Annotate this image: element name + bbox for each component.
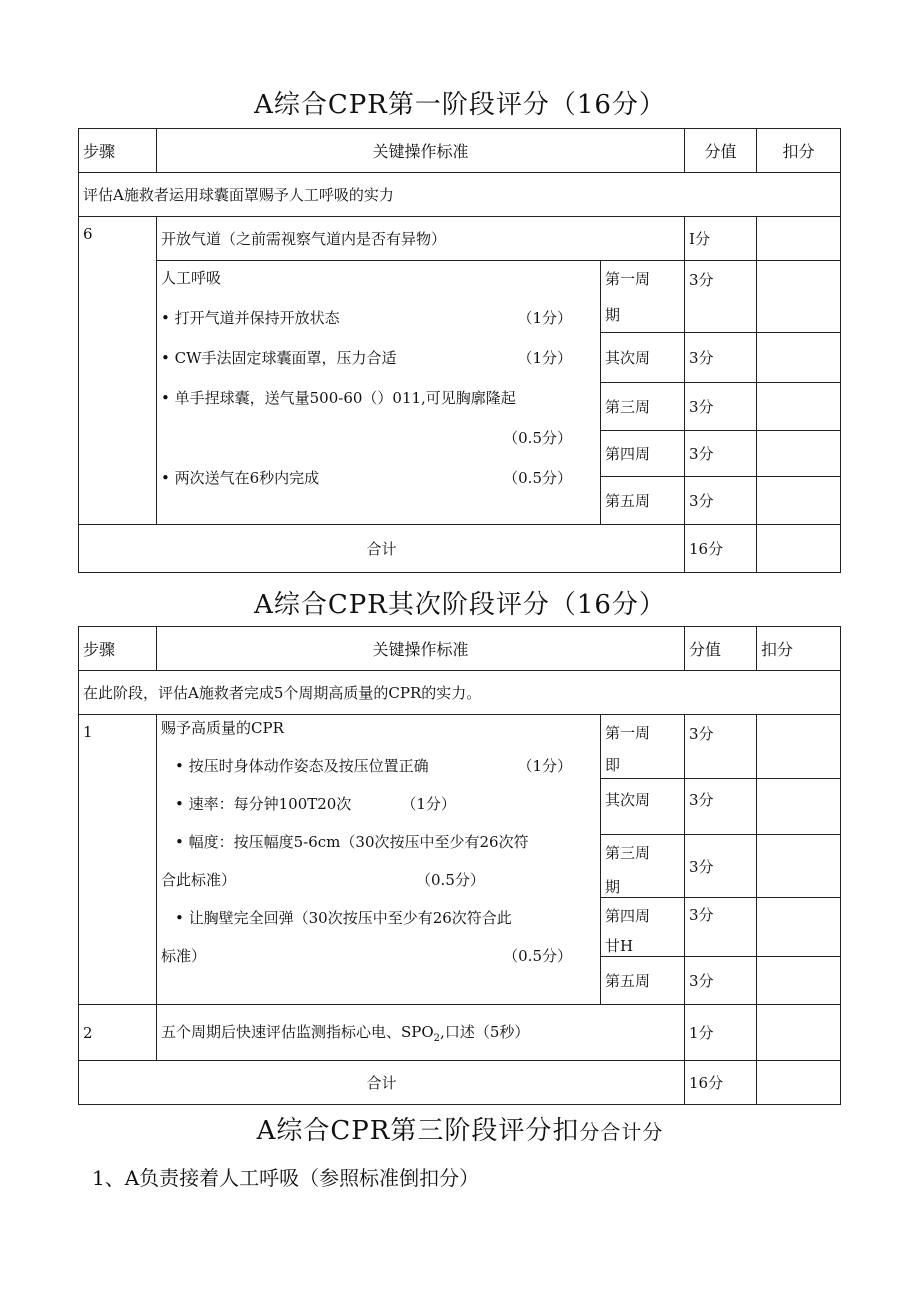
stage1-intro-row bbox=[79, 173, 841, 217]
airway-deduct[interactable] bbox=[757, 217, 841, 261]
stage3-line1: 1、A负责接着人工呼吸（参照标准倒扣分） bbox=[92, 1166, 480, 1190]
cpr-item: • 按压时身体动作姿态及按压位置正确 （1分） bbox=[175, 757, 572, 775]
cycle-deduct[interactable] bbox=[757, 431, 841, 477]
cycle-score: 3分 bbox=[685, 957, 757, 1005]
stage2-step1-no: 1 bbox=[79, 715, 157, 1005]
cycle-score: 3分 bbox=[685, 835, 757, 898]
cycle-score: 3分 bbox=[685, 261, 757, 333]
total-label: 合计 bbox=[79, 525, 685, 573]
stage2-table bbox=[78, 626, 841, 1105]
step2-criteria: 五个周期后快速评估监测指标心电、$SPO_2$,口述（5秒） bbox=[157, 1005, 685, 1061]
breathing-title: 人工呼吸 bbox=[161, 269, 222, 287]
total-deduct[interactable] bbox=[757, 1061, 841, 1105]
header-criteria: 关键操作标准 bbox=[157, 129, 685, 173]
cycle-label: 第三周 期 bbox=[601, 835, 685, 898]
cycle-score: 3分 bbox=[685, 431, 757, 477]
cycle-deduct[interactable] bbox=[757, 779, 841, 835]
total-label: 合计 bbox=[79, 1061, 685, 1105]
cycle-label: 其次周 bbox=[601, 333, 685, 383]
stage2-cycle-row bbox=[79, 715, 841, 779]
total-deduct[interactable] bbox=[757, 525, 841, 573]
total-score: 16分 bbox=[685, 525, 757, 573]
stage1-table bbox=[78, 128, 841, 573]
breathing-item-points: （0.5分） bbox=[503, 429, 572, 447]
cycle-score: 3分 bbox=[685, 779, 757, 835]
cycle-label: 第四周 bbox=[601, 431, 685, 477]
header-criteria: 关键操作标准 bbox=[157, 627, 685, 671]
stage2-intro-row bbox=[79, 671, 841, 715]
cycle-label: 第五周 bbox=[601, 477, 685, 525]
cycle-label: 第一周 即 bbox=[601, 715, 685, 779]
stage2-header-row bbox=[79, 627, 841, 671]
cycle-deduct[interactable] bbox=[757, 715, 841, 779]
cycle-deduct[interactable] bbox=[757, 898, 841, 957]
cpr-item: • 幅度：按压幅度5-6cm（30次按压中至少有26次符 bbox=[175, 833, 529, 851]
cpr-item: • 速率：每分钟100T20次 （1分） bbox=[175, 795, 456, 813]
stage1-step-no: 6 bbox=[79, 217, 157, 525]
cycle-score: 3分 bbox=[685, 477, 757, 525]
stage2-title: A综合CPR其次阶段评分（16分） bbox=[254, 590, 666, 620]
stage2-intro: 在此阶段，评估A施救者完成5个周期高质量的CPR的实力。 bbox=[79, 671, 841, 715]
cycle-score: 3分 bbox=[685, 898, 757, 957]
stage1-title: A综合CPR第一阶段评分（16分） bbox=[254, 90, 666, 120]
step2-score: 1分 bbox=[685, 1005, 757, 1061]
cycle-score: 3分 bbox=[685, 715, 757, 779]
cycle-deduct[interactable] bbox=[757, 261, 841, 333]
cycle-deduct[interactable] bbox=[757, 333, 841, 383]
step2-deduct[interactable] bbox=[757, 1005, 841, 1061]
cycle-deduct[interactable] bbox=[757, 383, 841, 431]
header-score: 分值 bbox=[685, 627, 757, 671]
cycle-label: 第三周 bbox=[601, 383, 685, 431]
cycle-score: 3分 bbox=[685, 333, 757, 383]
header-deduct: 扣分 bbox=[757, 627, 841, 671]
cpr-item-cont: 合此标准） （0.5分） bbox=[161, 871, 485, 889]
cycle-deduct[interactable] bbox=[757, 957, 841, 1005]
cycle-deduct[interactable] bbox=[757, 477, 841, 525]
cpr-title: 赐予高质量的CPR bbox=[161, 719, 284, 737]
breathing-item: • 两次送气在6秒内完成 （0.5分） bbox=[161, 469, 572, 487]
cycle-label: 其次周 bbox=[601, 779, 685, 835]
header-score: 分值 bbox=[685, 129, 757, 173]
cycle-score: 3分 bbox=[685, 383, 757, 431]
airway-score: I分 bbox=[685, 217, 757, 261]
stage3-title: A综合CPR第三阶段评分扣分合计分 bbox=[256, 1116, 664, 1146]
airway-criteria: 开放气道（之前需视察气道内是否有异物） bbox=[157, 217, 685, 261]
cycle-deduct[interactable] bbox=[757, 835, 841, 898]
stage1-header-row bbox=[79, 129, 841, 173]
stage2-total-row bbox=[79, 1061, 841, 1105]
cpr-item: • 让胸壁完全回弹（30次按压中至少有26次符合此 bbox=[175, 909, 512, 927]
stage1-intro: 评估A施救者运用球囊面罩赐予人工呼吸的实力 bbox=[79, 173, 841, 217]
cycle-label: 第五周 bbox=[601, 957, 685, 1005]
stage2-step2-no: 2 bbox=[79, 1005, 157, 1061]
breathing-item: • 打开气道并保持开放状态 （1分） bbox=[161, 309, 572, 327]
stage1-cycle-row bbox=[79, 261, 841, 333]
cpr-item-cont: 标准） （0.5分） bbox=[161, 947, 572, 965]
stage1-airway-row bbox=[79, 217, 841, 261]
stage1-total-row bbox=[79, 525, 841, 573]
total-score: 16分 bbox=[685, 1061, 757, 1105]
header-deduct: 扣分 bbox=[757, 129, 841, 173]
cpr-criteria bbox=[157, 715, 601, 1005]
breathing-criteria bbox=[157, 261, 601, 525]
breathing-item: • CW手法固定球囊面罩，压力合适 （1分） bbox=[161, 349, 572, 367]
header-step: 步骤 bbox=[79, 627, 157, 671]
breathing-item: • 单手捏球囊，送气量500-60（）011,可见胸廓隆起 bbox=[161, 389, 516, 407]
stage2-step2-row bbox=[79, 1005, 841, 1061]
header-step: 步骤 bbox=[79, 129, 157, 173]
cycle-label: 第四周 甘H bbox=[601, 898, 685, 957]
cycle-label: 第一周 期 bbox=[601, 261, 685, 333]
